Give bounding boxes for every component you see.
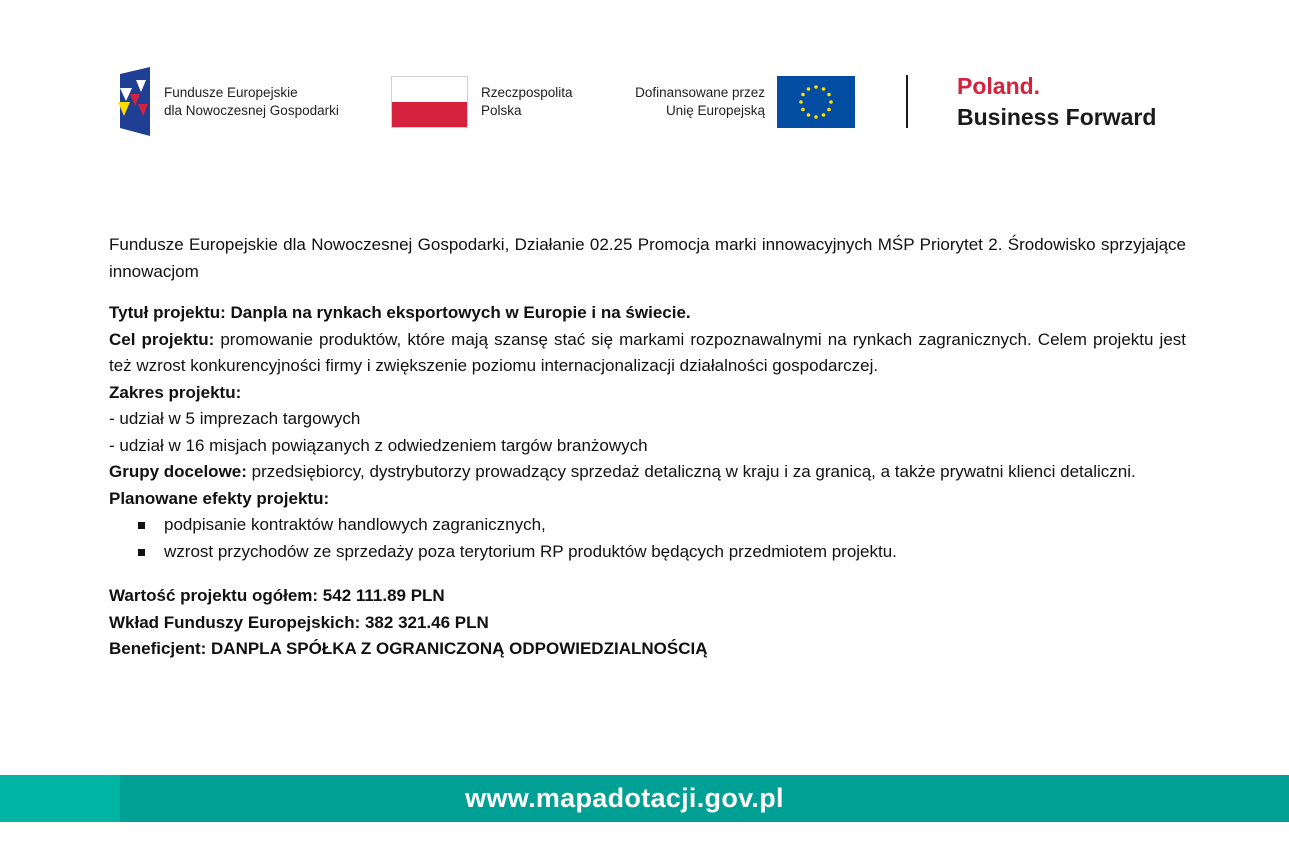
rp-logo-line2: Polska [481,103,522,118]
fe-logo-icon [116,66,156,136]
bullet-icon [138,549,145,556]
list-item: wzrost przychodów ze sprzedaży poza terytorium RP produktów będących przedmiotem projektu. [109,539,1186,566]
project-title [109,300,1186,327]
project-goal-label: Cel projektu: [109,329,215,349]
target-groups [109,459,1186,486]
eu-flag-icon [777,76,855,128]
project-info [109,232,1186,663]
fe-logo-line2: dla Nowoczesnej Gospodarki [164,103,339,118]
project-scope-label: Zakres projektu: [109,382,242,402]
footer-banner [0,775,1289,822]
pbf-logo-line2: Business Forward [957,104,1157,130]
scope-item: - udział w 16 misjach powiązanych z odwiedzeniem targów branżowych [109,435,648,455]
project-title-value: Danpla na rynkach eksportowych w Europie i na świecie. [230,303,691,322]
rp-logo-line1: Rzeczpospolita [481,85,573,100]
target-groups-label: Grupy docelowe: [109,462,247,481]
pbf-logo-line1: Poland. [957,73,1041,99]
project-title-label: Tytuł projektu: [109,303,226,322]
planned-effects-list [109,512,1186,565]
beneficiary: Beneficjent: DANPLA SPÓŁKA Z OGRANICZONĄ ODPOWIEDZIALNOŚCIĄ [109,639,708,658]
list-item: podpisanie kontraktów handlowych zagranicznych, [109,512,1186,539]
logo-bar [0,64,1289,144]
planned-effects-label: Planowane efekty projektu: [109,488,330,508]
target-groups-value: przedsiębiorcy, dystrybutorzy prowadzący sprzedaż detaliczną w kraju i za granicą, a także prywatni klienci detaliczni. [251,462,1136,481]
polish-flag-icon [391,76,468,128]
eu-contribution: Wkład Funduszy Europejskich: 382 321.46 PLN [109,612,489,632]
fe-logo-text [164,84,339,120]
eu-logo-text [635,84,765,120]
project-goal [109,327,1186,380]
fe-logo-line1: Fundusze Europejskie [164,85,298,100]
project-goal-value: promowanie produktów, które mają szansę stać się markami rozpoznawalnymi na rynkach zagranicznych. Celem projektu jest też wzrost konkurencyjności firmy i zwiększenie poziomu internacjonalizacji działalności gospodarczej. [109,329,1186,375]
scope-item: - udział w 5 imprezach targowych [109,409,361,428]
project-total-value: Wartość projektu ogółem: 542 111.89 PLN [109,586,445,605]
rp-logo-text [481,84,573,120]
bullet-icon [138,522,145,529]
program-description: Fundusze Europejskie dla Nowoczesnej Gospodarki, Działanie 02.25 Promocja marki innowacyjnych MŚP Priorytet 2. Środowisko sprzyjające innowacjom [109,235,1186,281]
footer-url[interactable]: www.mapadotacji.gov.pl [465,783,784,813]
eu-logo-line1: Dofinansowane przez [635,85,765,100]
logo-divider [906,75,908,128]
eu-logo-line2: Unię Europejską [665,103,765,118]
